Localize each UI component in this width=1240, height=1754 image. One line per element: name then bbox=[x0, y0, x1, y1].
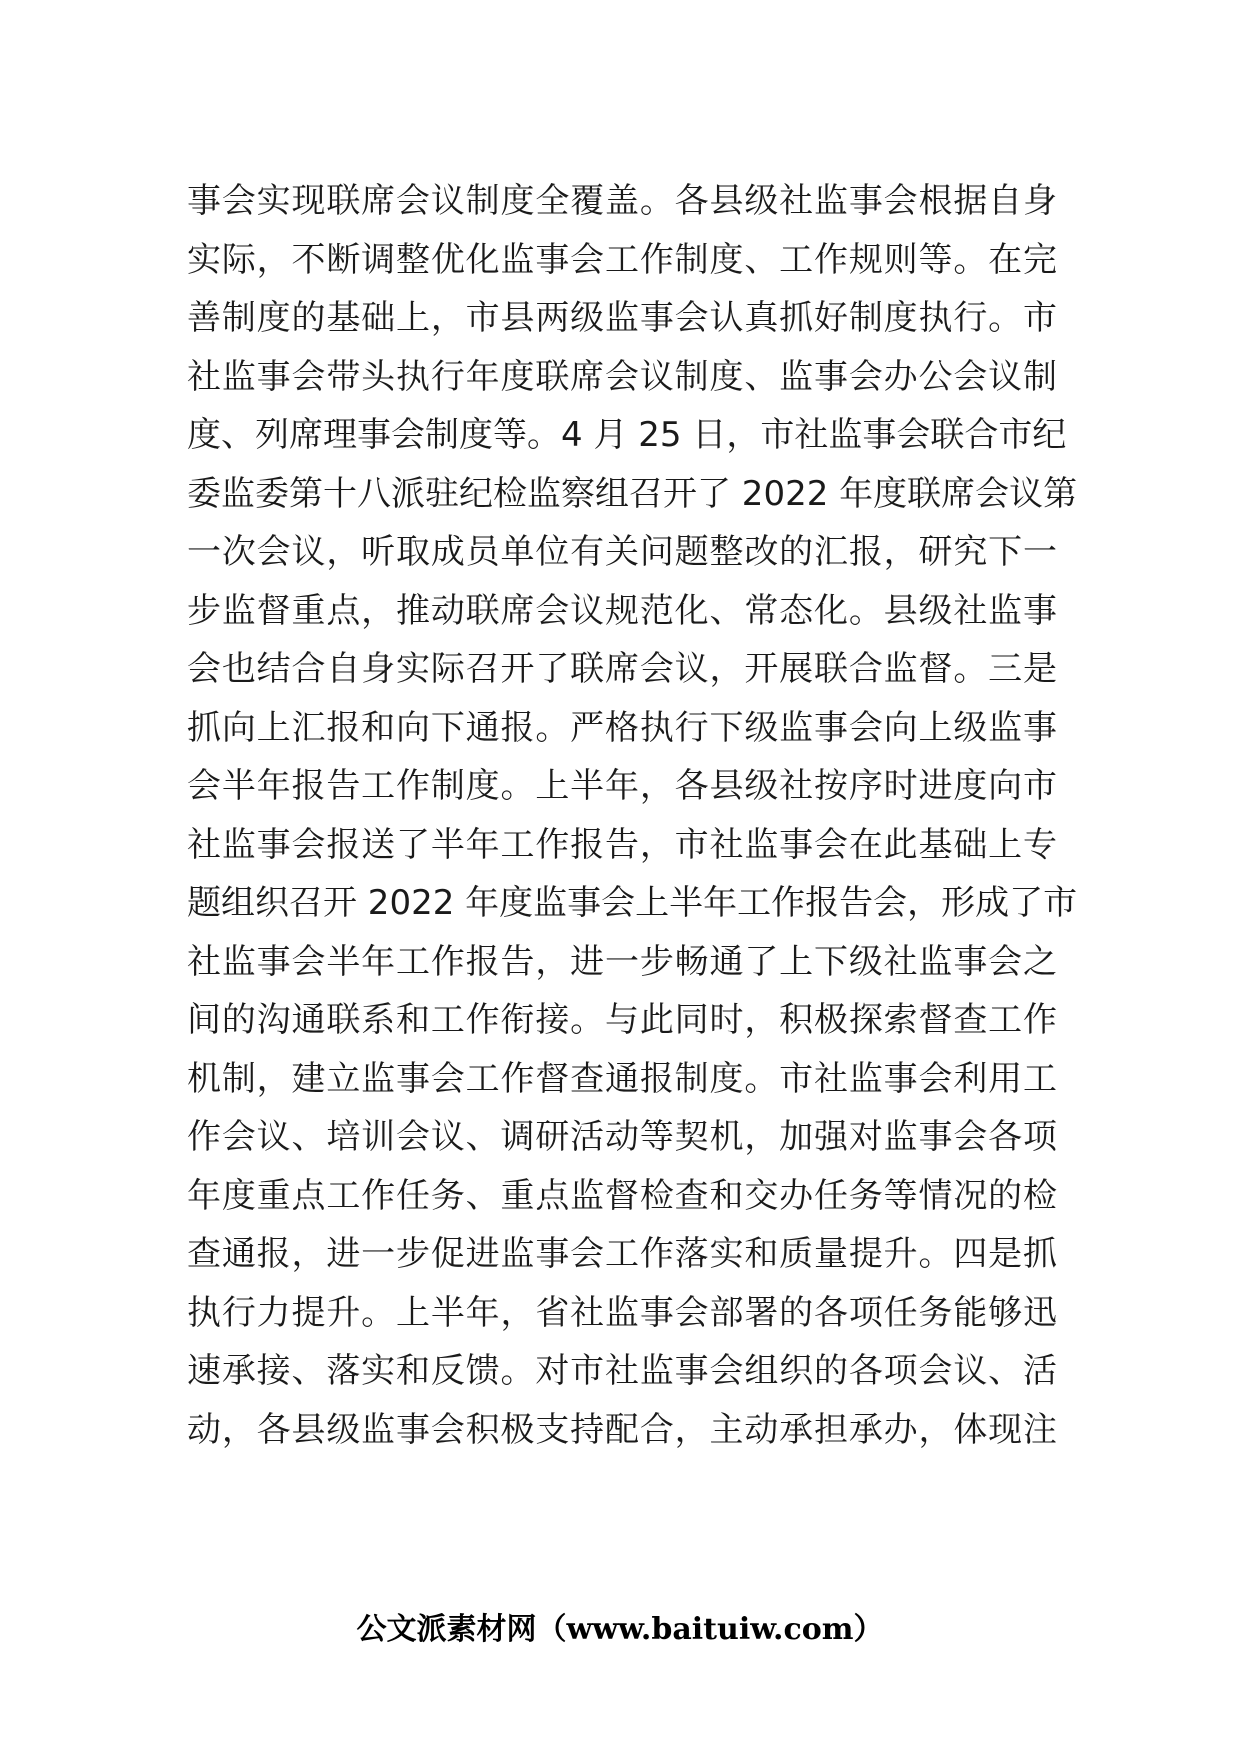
text-line: 社监事会报送了半年工作报告，市社监事会在此基础上专 bbox=[187, 824, 1057, 865]
text-line: 一次会议，听取成员单位有关问题整改的汇报，研究下一 bbox=[187, 532, 1057, 572]
text-line: 年度重点工作任务、重点监督检查和交办任务等情况的检 bbox=[187, 1175, 1057, 1216]
text-line: 执行力提升。上半年，省社监事会部署的各项任务能够迅 bbox=[187, 1292, 1057, 1333]
text-line: 善制度的基础上，市县两级监事会认真抓好制度执行。市 bbox=[187, 298, 1057, 338]
footer-watermark: 公文派素材网（www.baituiw.com） bbox=[356, 1612, 884, 1647]
text-line: 会半年报告工作制度。上半年，各县级社按序时进度向市 bbox=[187, 766, 1057, 806]
body-text bbox=[187, 172, 1078, 1459]
text-line: 题组织召开 2022 年度监事会上半年工作报告会，形成了市 bbox=[187, 883, 1078, 923]
text-line: 事会实现联席会议制度全覆盖。各县级社监事会根据自身 bbox=[187, 181, 1057, 221]
text-line: 动，各县级监事会积极支持配合，主动承担承办，体现注 bbox=[187, 1409, 1057, 1450]
text-line: 会也结合自身实际召开了联席会议，开展联合监督。三是 bbox=[187, 649, 1057, 689]
text-line: 查通报，进一步促进监事会工作落实和质量提升。四是抓 bbox=[187, 1234, 1057, 1274]
text-line: 委监委第十八派驻纪检监察组召开了 2022 年度联席会议第 bbox=[187, 473, 1078, 514]
text-line: 度、列席理事会制度等。4 月 25 日，市社监事会联合市纪 bbox=[187, 415, 1067, 455]
text-line: 抓向上汇报和向下通报。严格执行下级监事会向上级监事 bbox=[187, 707, 1057, 748]
text-line: 社监事会半年工作报告，进一步畅通了上下级社监事会之 bbox=[187, 941, 1057, 982]
text-line: 机制，建立监事会工作督查通报制度。市社监事会利用工 bbox=[187, 1058, 1057, 1099]
text-line: 速承接、落实和反馈。对市社监事会组织的各项会议、活 bbox=[187, 1351, 1057, 1391]
text-line: 间的沟通联系和工作衔接。与此同时，积极探索督查工作 bbox=[187, 1000, 1057, 1040]
text-line: 作会议、培训会议、调研活动等契机，加强对监事会各项 bbox=[187, 1117, 1057, 1157]
text-line: 实际，不断调整优化监事会工作制度、工作规则等。在完 bbox=[187, 239, 1057, 280]
text-line: 社监事会带头执行年度联席会议制度、监事会办公会议制 bbox=[187, 356, 1057, 397]
text-line: 步监督重点，推动联席会议规范化、常态化。县级社监事 bbox=[187, 590, 1057, 631]
